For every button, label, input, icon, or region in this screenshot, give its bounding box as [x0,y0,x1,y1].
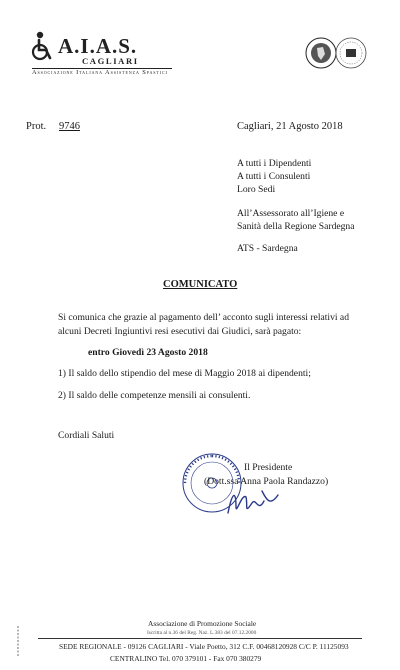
protocol-label: Prot. [26,121,47,132]
logo-title: A.I.A.S. [58,34,138,58]
recipient-consultants: A tutti i Consulenti [237,171,311,182]
footer-phone: CENTRALINO Tel. 070 379101 - Fax 070 380279 [110,654,262,663]
footer-address: SEDE REGIONALE - 09126 CAGLIARI - Viale Poetto, 312 C.F. 00468120928 C/C P. 11125093 [59,642,349,651]
document-heading: COMUNICATO [163,279,238,290]
handwritten-signature [222,483,292,523]
place-date: Cagliari, 21 Agosto 2018 [237,121,343,132]
recipient-assessorato: All’Assessorato all’Igiene e [237,208,345,219]
logo-subtitle: CAGLIARI [82,56,139,66]
signature-name: (Dott.ssa Anna Paola Randazzo) [204,476,329,487]
recipient-offices: Loro Sedi [237,184,276,195]
protocol-number: 9746 [59,121,80,132]
payment-deadline: entro Giovedì 23 Agosto 2018 [88,347,208,358]
payment-item-1: 1) Il saldo dello stipendio del mese di Maggio 2018 ai dipendenti; [58,368,311,379]
recipient-assessorato-line2: Sanità della Regione Sardegna [237,221,355,232]
certification-badges-icon [305,36,367,70]
margin-print-code [15,624,23,658]
payment-item-2: 2) Il saldo delle competenze mensili ai consulenti. [58,390,251,401]
footer-divider [38,638,362,639]
logo-association: Associazione Italiana Assistenza Spastici [32,69,168,76]
aias-logo [30,30,190,82]
signature-title: Il Presidente [244,462,293,473]
closing-greeting: Cordiali Saluti [58,430,115,441]
aias-emblem-icon [30,30,56,62]
body-paragraph-line1: Si comunica che grazie al pagamento dell’ acconto sugli interessi relativi ad [58,312,349,323]
body-paragraph-line2: alcuni Decreti Ingiuntivi resi esecutivi dai Giudici, sarà pagato: [58,326,302,337]
footer-registry: Iscritta al n.36 del Reg. Naz. L.383 del 07.12.2000 [147,630,257,636]
footer-association-type: Associazione di Promozione Sociale [148,619,257,628]
recipient-employees: A tutti i Dipendenti [237,158,312,169]
recipient-ats: ATS - Sardegna [237,243,298,254]
